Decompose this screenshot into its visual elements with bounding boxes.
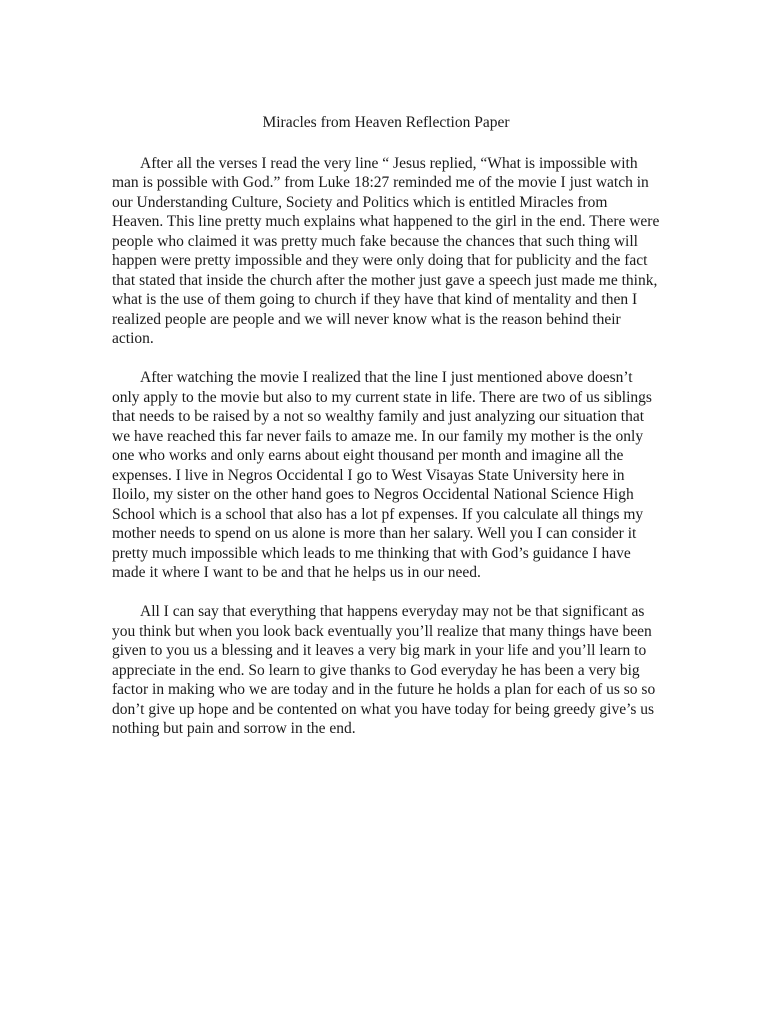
paragraph-2: After watching the movie I realized that the line I just mentioned above doesn’t only apply to the movie but also to my current state in life. There are two of us siblings that needs to be raised by a not so wealthy family and just analyzing our situation that we have reached this far never fails to amaze me. In our family my mother is the only one who works and only earns about eight thousand per month and imagine all the expenses. I live in Negros Occidental I go to West Visayas State University here in Iloilo, my sister on the other hand goes to Negros Occidental National Science High School which is a school that also has a lot pf expenses. If you calculate all things my mother needs to spend on us alone is more than her salary. Well you I can consider it pretty much impossible which leads to me thinking that with God’s guidance I have made it where I want to be and that he helps us in our need. [112, 369, 652, 581]
paragraph-3: All I can say that everything that happens everyday may not be that significant as you think but when you look back eventually you’ll realize that many things have been given to you us a blessing and it leaves a very big mark in your life and you’ll learn to appreciate in the end. So learn to give thanks to God everyday he has been a very big factor in making who we are today and in the future he holds a plan for each of us so so don’t give up hope and be contented on what you have today for being greedy give’s us nothing but pain and sorrow in the end. [112, 603, 656, 737]
document-title: Miracles from Heaven Reflection Paper [262, 114, 510, 131]
paragraph-1: After all the verses I read the very line “ Jesus replied, “What is impossible with man is possible with God.” from Luke 18:27 reminded me of the movie I just watch in our Understanding Culture, Society and Politics which is entitled Miracles from Heaven. This line pretty much explains what happened to the girl in the end. There were people who claimed it was pretty much fake because the chances that such thing will happen were pretty impossible and they were only doing that for publicity and the fact that stated that inside the church after the mother just gave a speech just made me think, what is the use of them going to church if they have that kind of mentality and then I realized people are people and we will never know what is the reason behind their action. [112, 154, 660, 347]
document-page [112, 104, 660, 758]
